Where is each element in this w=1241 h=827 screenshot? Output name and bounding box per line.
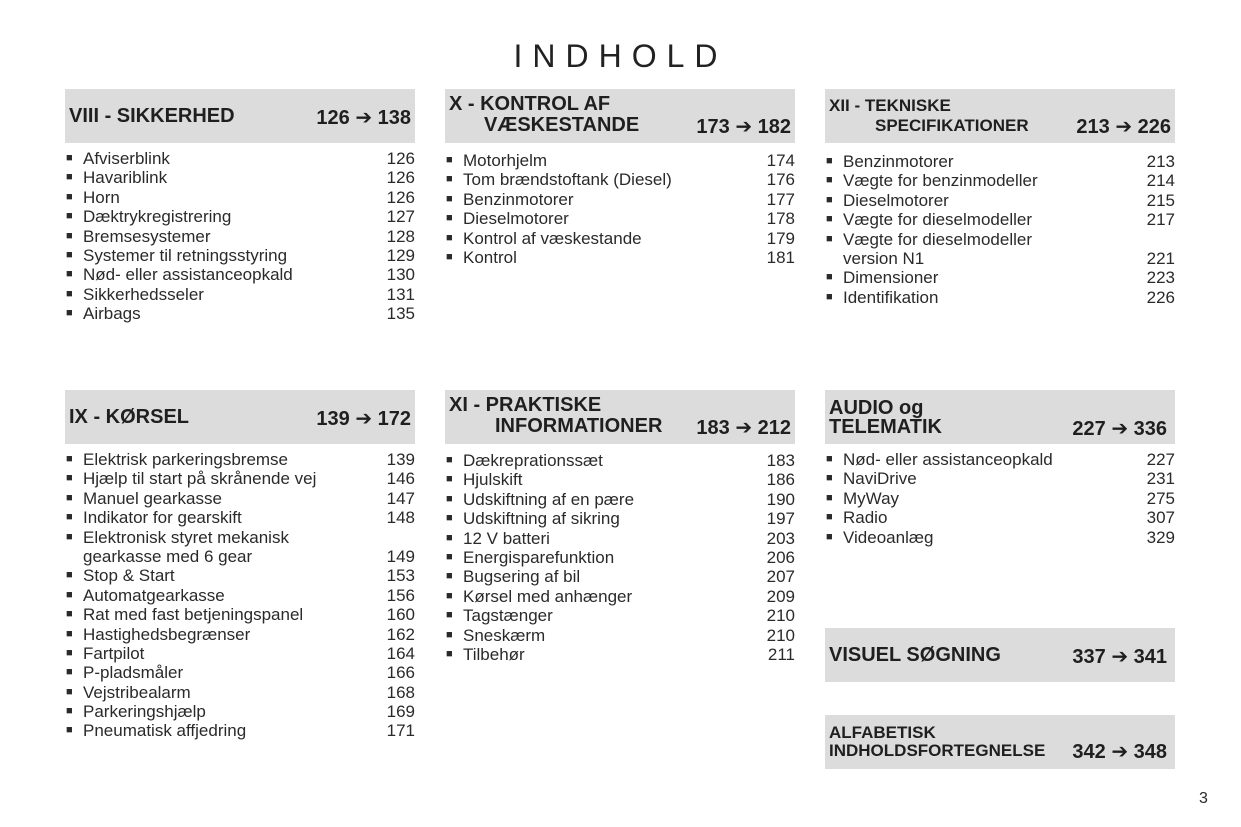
item-page: 127 xyxy=(386,207,415,227)
item-label: Vejstribealarm xyxy=(83,682,191,702)
bullet-icon: ■ xyxy=(446,628,453,641)
item-label: Udskiftning af sikring xyxy=(463,509,620,529)
bullet-icon: ■ xyxy=(826,155,833,167)
item-label: Motorhjelm xyxy=(463,151,548,170)
item-label: Dieselmotorer xyxy=(463,209,569,229)
section-title-line2: VÆSKESTANDE xyxy=(484,114,640,136)
list-item[interactable] xyxy=(65,508,415,527)
item-page: 164 xyxy=(386,643,415,663)
list-item[interactable] xyxy=(445,567,795,586)
list-item[interactable] xyxy=(65,721,415,740)
item-page: 206 xyxy=(766,547,795,567)
bullet-icon: ■ xyxy=(826,232,833,245)
section-title: IX - KØRSEL xyxy=(69,406,190,428)
list-item[interactable] xyxy=(65,605,415,624)
bullet-icon: ■ xyxy=(826,511,833,524)
section-xi-praktiske xyxy=(445,390,795,664)
item-label: Stop & Start xyxy=(83,566,175,586)
page-range: 126 ➔ 138 xyxy=(316,107,411,129)
bullet-icon: ■ xyxy=(66,152,73,164)
list-item[interactable] xyxy=(65,547,415,566)
section-title-line2: TELEMATIK xyxy=(829,416,942,438)
item-page: 211 xyxy=(767,644,795,664)
list-item[interactable] xyxy=(65,586,415,605)
bullet-icon: ■ xyxy=(446,512,453,525)
item-page: 275 xyxy=(1146,488,1175,508)
list-item[interactable] xyxy=(445,548,795,567)
bullet-icon: ■ xyxy=(66,268,73,281)
item-label: gearkasse med 6 gear xyxy=(83,546,253,566)
bullet-icon: ■ xyxy=(66,530,73,543)
list-item[interactable] xyxy=(65,285,415,304)
item-page: 214 xyxy=(1146,171,1175,191)
list-item[interactable] xyxy=(65,149,415,168)
page-range: 183 ➔ 212 xyxy=(696,417,791,439)
item-page: 190 xyxy=(766,489,795,509)
bullet-icon: ■ xyxy=(66,685,73,698)
section-header[interactable] xyxy=(445,390,795,444)
item-label: Vægte for dieselmodeller xyxy=(843,210,1032,230)
item-label: Hastighedsbegrænser xyxy=(83,624,251,644)
item-label: Nød- eller assistanceopkald xyxy=(83,265,293,285)
bullet-icon: ■ xyxy=(66,229,73,242)
item-label: Havariblink xyxy=(83,168,168,188)
section-x-kontrol xyxy=(445,89,795,267)
list-item[interactable] xyxy=(445,606,795,625)
list-item[interactable] xyxy=(65,644,415,663)
list-item[interactable] xyxy=(825,210,1175,229)
item-label: Elektronisk styret mekanisk xyxy=(83,527,289,547)
bullet-icon: ■ xyxy=(446,589,453,602)
bullet-icon: ■ xyxy=(66,724,73,737)
bullet-icon: ■ xyxy=(66,171,73,184)
item-label: Dæktrykregistrering xyxy=(83,207,232,227)
list-item[interactable] xyxy=(445,470,795,489)
section-visuel-sogning xyxy=(825,628,1175,682)
list-item[interactable] xyxy=(445,151,795,170)
bullet-icon: ■ xyxy=(446,173,453,186)
item-list xyxy=(445,151,795,267)
list-item[interactable] xyxy=(65,663,415,682)
bullet-icon: ■ xyxy=(66,491,73,504)
item-label: version N1 xyxy=(843,248,925,268)
item-page: 178 xyxy=(766,209,795,229)
list-item[interactable] xyxy=(445,645,795,664)
list-item[interactable] xyxy=(65,246,415,265)
list-item[interactable] xyxy=(825,152,1175,171)
bullet-icon: ■ xyxy=(826,491,833,504)
bullet-icon: ■ xyxy=(66,210,73,223)
bullet-icon: ■ xyxy=(446,154,453,166)
item-page: 135 xyxy=(386,304,415,324)
item-page: 181 xyxy=(766,247,795,267)
section-header[interactable] xyxy=(445,89,795,143)
section-header[interactable] xyxy=(825,89,1175,143)
list-item[interactable] xyxy=(445,248,795,267)
item-page: 215 xyxy=(1146,190,1175,210)
item-label: Horn xyxy=(83,187,120,207)
section-header[interactable] xyxy=(825,390,1175,444)
item-page: 162 xyxy=(386,624,415,644)
item-label: Identifikation xyxy=(843,287,939,307)
item-label: Hjælp til start på skrånende vej xyxy=(83,469,317,489)
section-title-line1: XI - PRAKTISKE xyxy=(449,394,602,416)
list-item[interactable] xyxy=(65,528,415,547)
list-item[interactable] xyxy=(445,509,795,528)
list-item[interactable] xyxy=(65,450,415,469)
bullet-icon: ■ xyxy=(826,213,833,226)
item-label: Udskiftning af en pære xyxy=(463,489,635,509)
bullet-icon: ■ xyxy=(826,453,833,465)
item-page: 156 xyxy=(386,585,415,605)
item-page: 186 xyxy=(766,470,795,490)
item-label: Vægte for dieselmodeller xyxy=(843,229,1032,249)
bullet-icon: ■ xyxy=(826,530,833,543)
bullet-icon: ■ xyxy=(446,531,453,544)
section-header[interactable] xyxy=(65,390,415,444)
item-label: Airbags xyxy=(83,304,141,324)
item-page: 227 xyxy=(1146,450,1175,469)
item-page: 128 xyxy=(386,226,415,246)
item-label: Parkeringshjælp xyxy=(83,702,206,722)
item-label: Tom brændstoftank (Diesel) xyxy=(463,170,672,190)
section-title-line2: INDHOLDSFORTEGNELSE xyxy=(829,741,1046,760)
item-page: 169 xyxy=(386,702,415,722)
item-page: 177 xyxy=(766,189,795,209)
list-item[interactable] xyxy=(445,190,795,209)
item-label: Bugsering af bil xyxy=(463,567,581,587)
item-label: Fartpilot xyxy=(83,643,145,663)
bullet-icon: ■ xyxy=(66,705,73,718)
bullet-icon: ■ xyxy=(446,647,453,660)
list-item[interactable] xyxy=(825,288,1175,307)
list-item[interactable] xyxy=(65,207,415,226)
list-item[interactable] xyxy=(445,209,795,228)
item-list xyxy=(445,451,795,664)
item-page: 166 xyxy=(386,663,415,683)
bullet-icon: ■ xyxy=(66,511,73,524)
item-list xyxy=(825,450,1175,547)
list-item[interactable] xyxy=(825,268,1175,287)
item-label: Bremsesystemer xyxy=(83,226,211,246)
list-item[interactable] xyxy=(445,587,795,606)
item-page: 126 xyxy=(386,149,415,168)
item-page: 139 xyxy=(386,450,415,469)
section-title-line2: INFORMATIONER xyxy=(495,415,663,437)
item-page: 149 xyxy=(386,546,415,566)
item-page: 153 xyxy=(386,566,415,586)
list-item[interactable] xyxy=(825,249,1175,268)
item-page: 231 xyxy=(1146,469,1175,489)
list-item[interactable] xyxy=(65,683,415,702)
bullet-icon: ■ xyxy=(446,454,453,466)
item-page: 209 xyxy=(766,586,795,606)
section-title-line2: SPECIFIKATIONER xyxy=(875,116,1029,135)
item-page: 203 xyxy=(766,528,795,548)
page-range: 342 ➔ 348 xyxy=(1072,741,1167,763)
item-page: 168 xyxy=(386,682,415,702)
item-page: 131 xyxy=(386,284,415,304)
page-range: 227 ➔ 336 xyxy=(1072,418,1167,440)
list-item[interactable] xyxy=(65,188,415,207)
item-page: 197 xyxy=(766,509,795,529)
section-audio-telematik xyxy=(825,390,1175,547)
item-page: 174 xyxy=(766,151,795,170)
list-item[interactable] xyxy=(825,528,1175,547)
item-label: Pneumatisk affjedring xyxy=(83,721,247,741)
page-range: 337 ➔ 341 xyxy=(1072,646,1167,668)
list-item[interactable] xyxy=(825,171,1175,190)
list-item[interactable] xyxy=(445,490,795,509)
bullet-icon: ■ xyxy=(446,609,453,622)
bullet-icon: ■ xyxy=(446,492,453,505)
bullet-icon: ■ xyxy=(66,248,73,261)
page-title: INDHOLD xyxy=(513,38,728,74)
item-page: 213 xyxy=(1146,152,1175,171)
item-label: Elektrisk parkeringsbremse xyxy=(83,450,289,469)
section-viii-sikkerhed xyxy=(65,89,415,324)
bullet-icon: ■ xyxy=(66,627,73,640)
item-page: 221 xyxy=(1146,248,1175,268)
item-label: Automatgearkasse xyxy=(83,585,225,605)
item-list xyxy=(825,152,1175,307)
item-page: 183 xyxy=(766,451,795,470)
item-label: Energisparefunktion xyxy=(463,547,615,567)
item-page: 210 xyxy=(766,625,795,645)
item-label: P-pladsmåler xyxy=(83,663,184,683)
item-page: 210 xyxy=(766,606,795,626)
bullet-icon: ■ xyxy=(66,666,73,679)
item-label: Kørsel med anhænger xyxy=(463,586,633,606)
list-item[interactable] xyxy=(825,489,1175,508)
item-label: Dieselmotorer xyxy=(843,190,949,210)
list-item[interactable] xyxy=(65,702,415,721)
item-page: 160 xyxy=(386,605,415,625)
bullet-icon: ■ xyxy=(446,192,453,205)
item-label: 12 V batteri xyxy=(463,528,550,548)
section-ix-korsel xyxy=(65,390,415,741)
section-header[interactable] xyxy=(825,628,1175,682)
item-label: Sneskærm xyxy=(463,625,546,645)
item-page: 307 xyxy=(1146,508,1175,528)
item-page: 171 xyxy=(386,721,415,741)
item-page: 126 xyxy=(386,168,415,188)
item-label: NaviDrive xyxy=(843,469,917,489)
page-range: 213 ➔ 226 xyxy=(1076,116,1171,138)
item-label: Afviserblink xyxy=(83,149,170,168)
item-page: 129 xyxy=(386,245,415,265)
section-header[interactable] xyxy=(65,89,415,143)
item-label: MyWay xyxy=(843,488,900,508)
bullet-icon: ■ xyxy=(826,193,833,206)
item-label: Videoanlæg xyxy=(843,527,934,547)
bullet-icon: ■ xyxy=(826,290,833,303)
item-label: Dimensioner xyxy=(843,268,939,288)
list-item[interactable] xyxy=(445,170,795,189)
list-item[interactable] xyxy=(65,227,415,246)
section-title-line1: XII - TEKNISKE xyxy=(829,96,951,115)
page-range: 139 ➔ 172 xyxy=(316,408,411,430)
item-page: 223 xyxy=(1146,268,1175,288)
item-page: 226 xyxy=(1146,287,1175,307)
item-page: 176 xyxy=(766,170,795,190)
bullet-icon: ■ xyxy=(826,271,833,284)
bullet-icon: ■ xyxy=(446,212,453,225)
bullet-icon: ■ xyxy=(66,472,73,485)
item-label: Kontrol xyxy=(463,247,517,267)
section-xii-tekniske xyxy=(825,89,1175,307)
item-label: Indikator for gearskift xyxy=(83,508,242,528)
list-item[interactable] xyxy=(65,304,415,323)
bullet-icon: ■ xyxy=(446,550,453,563)
item-page: 207 xyxy=(766,567,795,587)
item-label: Kontrol af væskestande xyxy=(463,228,642,248)
item-page: 147 xyxy=(386,488,415,508)
bullet-icon: ■ xyxy=(446,570,453,583)
list-item[interactable] xyxy=(825,230,1175,249)
item-label: Manuel gearkasse xyxy=(83,488,222,508)
list-item[interactable] xyxy=(65,566,415,585)
item-page: 329 xyxy=(1146,527,1175,547)
item-label: Systemer til retningsstyring xyxy=(83,245,288,265)
list-item[interactable] xyxy=(825,469,1175,488)
section-header[interactable] xyxy=(825,715,1175,769)
bullet-icon: ■ xyxy=(66,190,73,203)
bullet-icon: ■ xyxy=(66,608,73,621)
section-alfabetisk xyxy=(825,715,1175,769)
bullet-icon: ■ xyxy=(66,307,73,320)
item-label: Benzinmotorer xyxy=(843,152,954,171)
list-item[interactable] xyxy=(65,265,415,284)
item-label: Tagstænger xyxy=(463,606,553,626)
bullet-icon: ■ xyxy=(826,472,833,485)
list-item[interactable] xyxy=(445,529,795,548)
item-label: Sikkerhedsseler xyxy=(83,284,204,304)
page-number: 3 xyxy=(1199,790,1208,807)
item-page: 126 xyxy=(386,187,415,207)
item-page: 130 xyxy=(386,265,415,285)
item-page: 179 xyxy=(766,228,795,248)
section-title-line1: ALFABETISK xyxy=(829,723,936,742)
item-label: Radio xyxy=(843,508,888,528)
item-list xyxy=(65,149,415,324)
list-item[interactable] xyxy=(65,168,415,187)
list-item[interactable] xyxy=(825,508,1175,527)
section-title: VISUEL SØGNING xyxy=(829,644,1001,666)
section-title-line1: AUDIO og xyxy=(829,397,924,419)
section-title-line1: X - KONTROL AF xyxy=(449,93,611,115)
bullet-icon: ■ xyxy=(66,287,73,300)
item-page: 217 xyxy=(1146,210,1175,230)
page-range: 173 ➔ 182 xyxy=(696,116,791,138)
item-label: Tilbehør xyxy=(463,644,525,664)
list-item[interactable] xyxy=(65,625,415,644)
bullet-icon: ■ xyxy=(66,588,73,601)
section-title: VIII - SIKKERHED xyxy=(69,105,235,127)
item-label: Nød- eller assistanceopkald xyxy=(843,450,1053,469)
bullet-icon: ■ xyxy=(826,174,833,187)
item-label: Vægte for benzinmodeller xyxy=(843,171,1038,191)
bullet-icon: ■ xyxy=(66,646,73,659)
list-item[interactable] xyxy=(825,450,1175,469)
bullet-icon: ■ xyxy=(446,250,453,263)
list-item[interactable] xyxy=(445,626,795,645)
item-label: Rat med fast betjeningspanel xyxy=(83,605,304,625)
item-list xyxy=(65,450,415,741)
list-item[interactable] xyxy=(825,191,1175,210)
bullet-icon: ■ xyxy=(446,231,453,244)
list-item[interactable] xyxy=(65,469,415,488)
item-label: Dækreprationssæt xyxy=(463,451,603,470)
list-item[interactable] xyxy=(445,229,795,248)
list-item[interactable] xyxy=(65,489,415,508)
list-item[interactable] xyxy=(445,451,795,470)
item-page: 146 xyxy=(386,469,415,489)
bullet-icon: ■ xyxy=(446,473,453,486)
bullet-icon: ■ xyxy=(66,569,73,582)
item-page: 148 xyxy=(386,508,415,528)
item-label: Hjulskift xyxy=(463,470,523,490)
item-label: Benzinmotorer xyxy=(463,189,574,209)
bullet-icon: ■ xyxy=(66,453,73,465)
